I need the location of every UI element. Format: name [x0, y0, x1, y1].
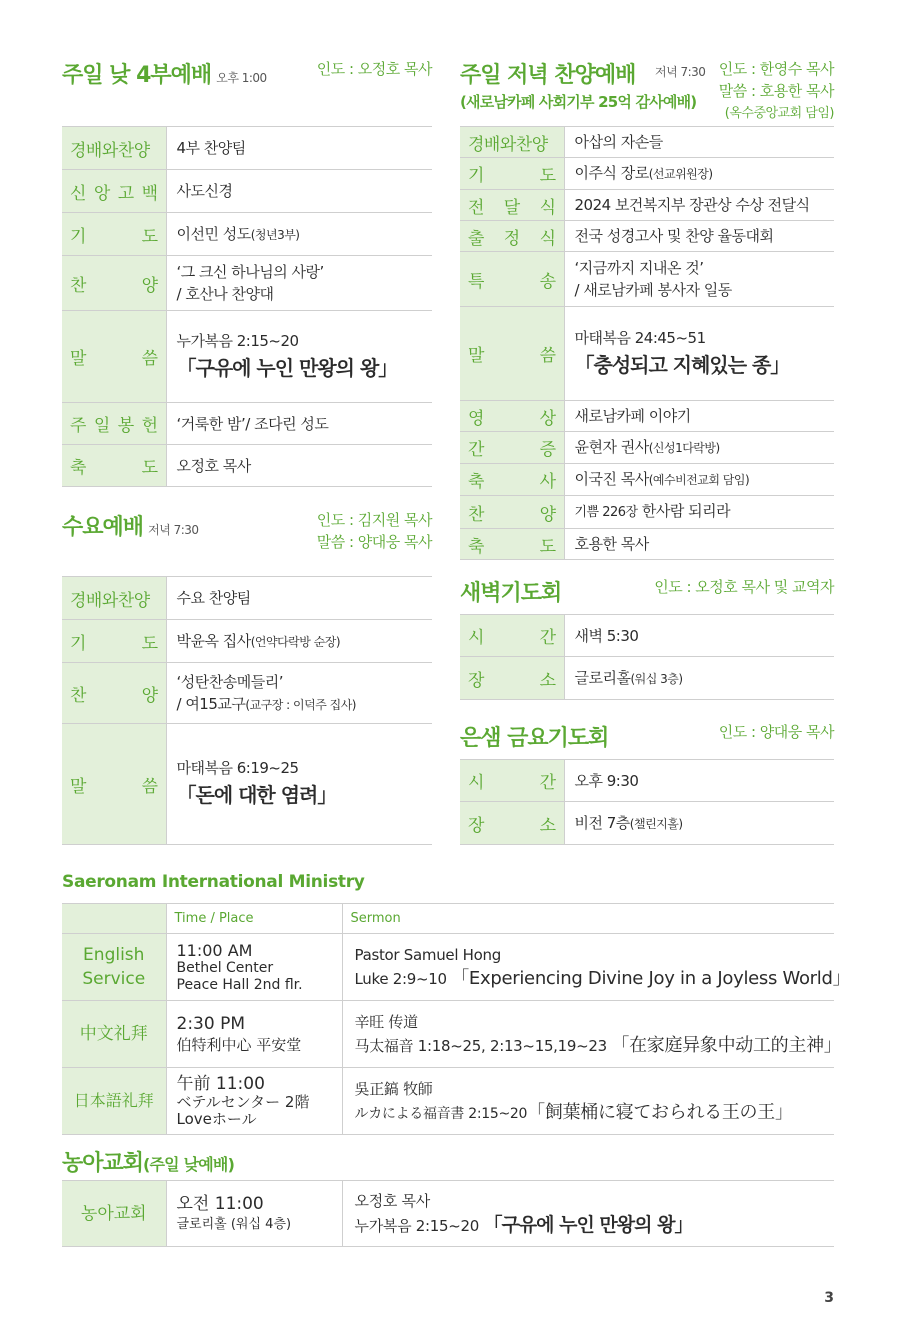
order-row	[460, 615, 834, 657]
row-value	[166, 724, 432, 845]
wednesday-lead: 인도 : 김지원 목사	[316, 511, 432, 529]
row-label: 기 도	[62, 620, 166, 663]
order-row	[460, 802, 834, 845]
sunday4-time: 오후 1:00	[216, 71, 267, 85]
intl-service-label: 中文礼拜	[62, 1001, 166, 1068]
friday-title: 은샘 금요기도회	[460, 726, 609, 751]
row-value: 수요 찬양팀	[166, 577, 432, 620]
congrats-name: 이국진 목사	[574, 470, 649, 488]
order-row	[460, 307, 834, 401]
row-label: 경배와찬양	[460, 127, 564, 158]
deaf-title-note: (주일 낮예배)	[143, 1155, 235, 1174]
deaf-row	[62, 1181, 834, 1247]
friday-table	[460, 759, 834, 845]
intl-sermon	[342, 1068, 834, 1135]
row-value	[564, 252, 834, 307]
deaf-time-place	[166, 1181, 342, 1247]
dawn-title: 새벽기도회	[460, 581, 562, 606]
row-value: 전국 성경고사 및 찬양 율동대회	[564, 221, 834, 252]
order-row	[460, 127, 834, 158]
order-row	[62, 620, 432, 663]
wednesday-title: 수요예배	[62, 515, 144, 540]
intl-row	[62, 1068, 834, 1135]
row-label: 간 증	[460, 432, 564, 464]
service-time: 2:30 PM	[176, 1014, 245, 1034]
order-row	[62, 403, 432, 445]
evening-title: 주일 저녁 찬양예배	[460, 63, 636, 88]
order-row	[460, 496, 834, 529]
hymn-title: ‘성탄찬송메들리’	[176, 672, 283, 691]
row-value: 2024 보건복지부 장관상 수상 전달식	[564, 190, 834, 221]
intl-time-place	[166, 1068, 342, 1135]
row-label: 말 씀	[62, 724, 166, 845]
row-value: 오정호 목사	[166, 445, 432, 487]
wednesday-header	[62, 510, 199, 541]
service-place: Bethel Center	[176, 959, 274, 976]
evening-preacher-note: (옥수중앙교회 담임)	[724, 106, 834, 121]
sermon-title: 「구유에 누인 만왕의 왕」	[483, 1214, 693, 1236]
row-value	[166, 620, 432, 663]
row-label: 신 앙 고 백	[62, 170, 166, 213]
intl-header-row	[62, 904, 834, 934]
service-place-2: Peace Hall 2nd flr.	[176, 976, 303, 993]
order-row	[62, 127, 432, 170]
row-label: 축 도	[62, 445, 166, 487]
label-line2: Service	[82, 969, 146, 989]
row-label: 찬 양	[62, 663, 166, 724]
row-label: 축 도	[460, 529, 564, 560]
row-value: 사도신경	[166, 170, 432, 213]
row-label: 출 정 식	[460, 221, 564, 252]
sermon-title: 「충성되고 지혜있는 종」	[574, 352, 790, 377]
intl-title: Saeronam International Ministry	[62, 872, 365, 892]
wednesday-time: 저녁 7:30	[148, 523, 199, 537]
wednesday-preacher: 말씀 : 양대웅 목사	[316, 533, 432, 551]
evening-leaders	[719, 58, 834, 121]
row-value	[564, 496, 834, 529]
order-row	[62, 256, 432, 311]
wednesday-leaders	[317, 509, 432, 553]
deaf-label: 농아교회	[62, 1181, 166, 1247]
row-label: 경배와찬양	[62, 127, 166, 170]
preacher: 辛旺 传道	[354, 1013, 418, 1031]
evening-order-table	[460, 126, 834, 560]
service-place-2: Loveホール	[176, 1109, 257, 1128]
prayer-name: 이선민 성도	[176, 224, 251, 243]
row-label: 말 씀	[460, 307, 564, 401]
row-value	[564, 307, 834, 401]
row-label: 영 상	[460, 401, 564, 432]
row-value: ‘거룩한 밤’/ 조다린 성도	[166, 403, 432, 445]
row-value	[564, 158, 834, 190]
row-value: 아삽의 자손들	[564, 127, 834, 158]
scripture-ref: 누가복음 2:15~20	[176, 331, 299, 350]
sunday4-lead: 인도 : 오정호 목사	[316, 60, 432, 78]
intl-sermon	[342, 1001, 842, 1068]
order-row	[460, 432, 834, 464]
row-label: 찬 양	[460, 496, 564, 529]
row-value	[564, 657, 834, 700]
deaf-sermon	[342, 1181, 834, 1247]
order-row	[460, 657, 834, 700]
row-label: 시 간	[460, 760, 564, 802]
row-value	[564, 464, 834, 496]
dawn-lead: 인도 : 오정호 목사 및 교역자	[654, 578, 834, 596]
scripture-ref: 누가복음 2:15~20	[354, 1217, 479, 1235]
intl-col-time: Time / Place	[166, 904, 342, 934]
row-value	[564, 802, 834, 845]
sunday4-order-table	[62, 126, 432, 487]
scripture-ref: 马太福音 1:18~25, 2:13~15,19~23	[354, 1037, 607, 1055]
row-value	[166, 663, 432, 724]
row-label: 전 달 식	[460, 190, 564, 221]
preacher: 오정호 목사	[354, 1192, 430, 1210]
scripture-ref: 마태복음 24:45~51	[574, 328, 706, 347]
scripture-ref: Luke 2:9~10	[354, 970, 447, 988]
friday-lead: 인도 : 양대웅 목사	[718, 723, 834, 741]
prayer-note: (청년3부)	[250, 227, 300, 242]
place-note: (챌린지홀)	[629, 816, 683, 831]
order-row	[460, 760, 834, 802]
intl-time-place	[166, 1001, 342, 1068]
scripture-ref: 마태복음 6:19~25	[176, 759, 299, 777]
service-place: 伯特利中心 平安堂	[176, 1036, 302, 1054]
order-row	[62, 311, 432, 403]
row-label: 기 도	[460, 158, 564, 190]
row-value: 호용한 목사	[564, 529, 834, 560]
intl-col-sermon: Sermon	[342, 904, 834, 934]
row-value	[166, 213, 432, 256]
deaf-header	[62, 1146, 234, 1177]
hymn-choir-note: (교구장 : 이덕주 집사)	[245, 697, 356, 712]
hymn-title: 한사람 되리라	[637, 502, 731, 520]
order-row	[460, 158, 834, 190]
evening-subtitle: (새로남카페 사회기부 25억 감사예배)	[460, 93, 697, 111]
hymn-choir: / 여15교구	[176, 694, 246, 713]
row-value	[166, 311, 432, 403]
intl-table	[62, 903, 851, 1135]
place-name: 글로리홀	[574, 668, 631, 687]
row-label: 특 송	[460, 252, 564, 307]
place-name: 비전 7층	[574, 813, 630, 832]
testimony-name: 윤현자 권사	[574, 438, 649, 456]
row-value	[166, 256, 432, 311]
scripture-ref: ルカによる福音書 2:15~20	[354, 1105, 528, 1122]
evening-preacher: 말씀 : 호용한 목사	[718, 82, 834, 100]
sermon-title: 「Experiencing Divine Joy in a Joyless World」	[451, 968, 851, 989]
prayer-note: (선교위원장)	[648, 167, 713, 181]
preacher: 吳正鎬 牧師	[354, 1079, 433, 1098]
intl-row	[62, 1001, 834, 1068]
intl-header-blank	[62, 904, 166, 934]
row-label: 말 씀	[62, 311, 166, 403]
order-row	[62, 724, 432, 845]
preacher: Pastor Samuel Hong	[354, 946, 501, 964]
intl-service-label: 日本語礼拜	[62, 1068, 166, 1135]
place-note: (워십 3층)	[630, 671, 683, 686]
dawn-table	[460, 614, 834, 700]
order-row	[460, 401, 834, 432]
wednesday-order-table	[62, 576, 432, 845]
sunday4-title: 주일 낮 4부예배	[62, 63, 212, 88]
sermon-title: 「돈에 대한 염려」	[176, 783, 337, 807]
row-label: 장 소	[460, 802, 564, 845]
row-label: 찬 양	[62, 256, 166, 311]
row-value	[564, 432, 834, 464]
intl-sermon	[342, 934, 851, 1001]
special-song-title: ‘지금까지 지내온 것’	[574, 259, 704, 277]
order-row	[62, 445, 432, 487]
order-row	[62, 170, 432, 213]
sunday4-header	[62, 58, 267, 89]
prayer-name: 박윤옥 집사	[176, 631, 251, 650]
order-row	[460, 252, 834, 307]
row-label: 장 소	[460, 657, 564, 700]
hymn-choir: / 호산나 찬양대	[176, 285, 274, 303]
row-label: 경배와찬양	[62, 577, 166, 620]
intl-row	[62, 934, 834, 1001]
special-song-performer: / 새로남카페 봉사자 일동	[574, 281, 732, 299]
order-row	[460, 221, 834, 252]
order-row	[62, 213, 432, 256]
sermon-title: 「구유에 누인 만왕의 왕」	[176, 355, 398, 380]
order-row	[460, 464, 834, 496]
row-value: 4부 찬양팀	[166, 127, 432, 170]
testimony-note: (신성1다락방)	[648, 441, 720, 455]
row-label: 주 일 봉 헌	[62, 403, 166, 445]
hymn-title: ‘그 크신 하나님의 사랑’	[176, 263, 324, 281]
order-row	[460, 529, 834, 560]
intl-service-label	[62, 934, 166, 1001]
service-place: ベテルセンター 2階	[176, 1092, 310, 1111]
order-row	[460, 190, 834, 221]
label-line1: English	[83, 945, 145, 965]
order-row	[62, 577, 432, 620]
row-value: 새로남카페 이야기	[564, 401, 834, 432]
intl-time-place	[166, 934, 342, 1001]
prayer-note: (언약다락방 순장)	[250, 634, 341, 649]
row-label: 기 도	[62, 213, 166, 256]
evening-time: 저녁 7:30	[655, 65, 706, 79]
sermon-title: 「飼葉桶に寝ておられる王の王」	[527, 1101, 793, 1123]
evening-lead: 인도 : 한영수 목사	[718, 60, 834, 78]
order-row	[62, 663, 432, 724]
page-number: 3	[824, 1290, 834, 1306]
deaf-title: 농아교회	[62, 1151, 144, 1176]
sermon-title: 「在家庭异象中动工的主神」	[611, 1035, 842, 1056]
hymn-number: 기쁨 226장	[574, 505, 638, 520]
row-label: 축 사	[460, 464, 564, 496]
service-place: 글로리홀 (워십 4층)	[176, 1217, 292, 1232]
congrats-note: (예수비전교회 담임)	[648, 473, 750, 487]
deaf-table	[62, 1180, 834, 1247]
service-time: 오전 11:00	[176, 1194, 264, 1214]
prayer-name: 이주식 장로	[574, 164, 649, 182]
row-label: 시 간	[460, 615, 564, 657]
row-value: 새벽 5:30	[564, 615, 834, 657]
service-time: 午前 11:00	[176, 1073, 265, 1094]
row-value: 오후 9:30	[564, 760, 834, 802]
service-time: 11:00 AM	[176, 940, 253, 960]
